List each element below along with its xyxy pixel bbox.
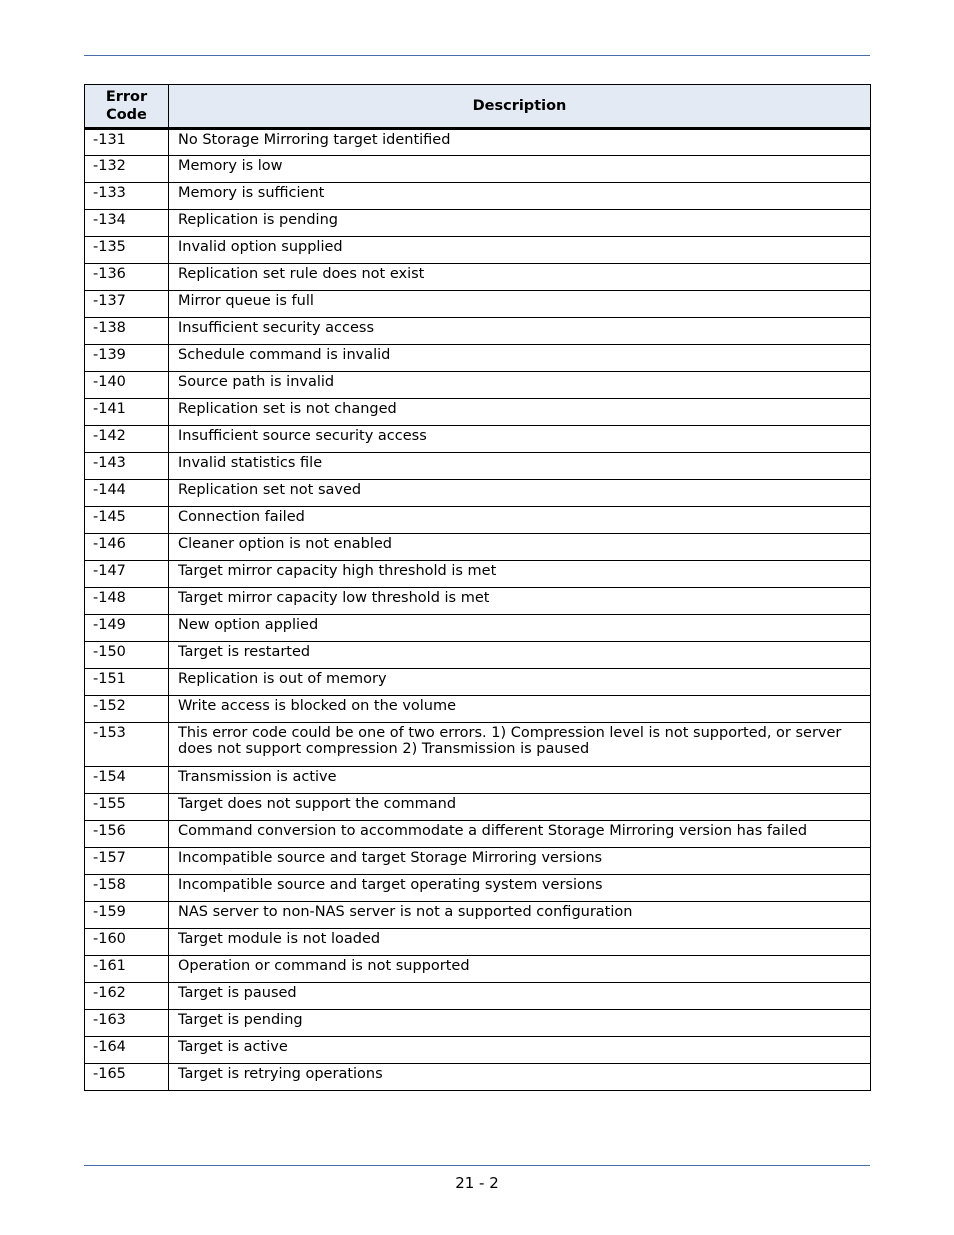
table-row [85,848,871,875]
table-row [85,1037,871,1064]
error-code-cell: -148 [85,588,169,615]
error-code-cell: -165 [85,1064,169,1091]
table-row [85,318,871,345]
description-cell: Insufficient source security access [169,426,871,453]
error-code-cell: -153 [85,723,169,767]
table-row [85,561,871,588]
error-code-cell: -141 [85,399,169,426]
description-cell: Replication set is not changed [169,399,871,426]
description-cell: Memory is low [169,156,871,183]
error-code-cell: -139 [85,345,169,372]
table-row [85,534,871,561]
table-row [85,480,871,507]
error-code-cell: -133 [85,183,169,210]
description-cell: Command conversion to accommodate a different Storage Mirroring version has failed [169,821,871,848]
description-cell: Replication set not saved [169,480,871,507]
error-code-cell: -146 [85,534,169,561]
table-row [85,669,871,696]
table-header-row [85,85,871,129]
error-code-cell: -162 [85,983,169,1010]
table-row [85,983,871,1010]
description-cell: Invalid statistics file [169,453,871,480]
description-cell: Insufficient security access [169,318,871,345]
description-cell: Target is retrying operations [169,1064,871,1091]
table-row [85,291,871,318]
error-code-cell: -142 [85,426,169,453]
description-cell: Transmission is active [169,767,871,794]
error-code-cell: -140 [85,372,169,399]
description-cell: Connection failed [169,507,871,534]
table-row [85,642,871,669]
error-code-cell: -136 [85,264,169,291]
error-code-cell: -156 [85,821,169,848]
table-row [85,210,871,237]
description-cell: Target mirror capacity low threshold is met [169,588,871,615]
table-row [85,345,871,372]
error-code-cell: -135 [85,237,169,264]
error-code-cell: -131 [85,129,169,156]
table-body [85,129,871,1091]
error-code-cell: -138 [85,318,169,345]
description-cell: Cleaner option is not enabled [169,534,871,561]
description-cell: Target mirror capacity high threshold is met [169,561,871,588]
column-header-description: Description [169,85,871,129]
error-code-cell: -160 [85,929,169,956]
table-row [85,129,871,156]
description-cell: Schedule command is invalid [169,345,871,372]
description-cell: Target is restarted [169,642,871,669]
description-cell: This error code could be one of two errors. 1) Compression level is not supported, or server does not support compression 2) Transmission is paused [169,723,871,767]
description-cell: Replication is out of memory [169,669,871,696]
table-row [85,929,871,956]
description-cell: Operation or command is not supported [169,956,871,983]
error-code-cell: -134 [85,210,169,237]
description-cell: No Storage Mirroring target identified [169,129,871,156]
table-row [85,1010,871,1037]
description-cell: Target is paused [169,983,871,1010]
table-row [85,821,871,848]
table-row [85,237,871,264]
description-cell: Target does not support the command [169,794,871,821]
table-row [85,588,871,615]
description-cell: Memory is sufficient [169,183,871,210]
header-rule [84,55,870,56]
error-code-cell: -144 [85,480,169,507]
error-code-cell: -147 [85,561,169,588]
page-number: 21 - 2 [455,1174,499,1192]
description-cell: Invalid option supplied [169,237,871,264]
table-row [85,875,871,902]
table-row [85,264,871,291]
error-code-cell: -132 [85,156,169,183]
table-row [85,156,871,183]
table-row [85,1064,871,1091]
error-code-cell: -159 [85,902,169,929]
table-row [85,453,871,480]
table-row [85,399,871,426]
error-code-cell: -151 [85,669,169,696]
description-cell: Target is active [169,1037,871,1064]
description-cell: Write access is blocked on the volume [169,696,871,723]
error-code-cell: -158 [85,875,169,902]
footer-rule [84,1165,870,1166]
error-code-cell: -150 [85,642,169,669]
table-row [85,615,871,642]
error-code-table [84,84,871,1091]
table-row [85,696,871,723]
error-code-cell: -163 [85,1010,169,1037]
table-row [85,372,871,399]
description-cell: Incompatible source and target Storage Mirroring versions [169,848,871,875]
description-cell: New option applied [169,615,871,642]
table-row [85,956,871,983]
description-cell: NAS server to non-NAS server is not a supported configuration [169,902,871,929]
column-header-error-code: Error Code [85,85,169,129]
error-code-cell: -137 [85,291,169,318]
error-code-cell: -164 [85,1037,169,1064]
description-cell: Target module is not loaded [169,929,871,956]
error-code-cell: -154 [85,767,169,794]
error-code-cell: -155 [85,794,169,821]
description-cell: Source path is invalid [169,372,871,399]
table-row [85,723,871,767]
table-row [85,794,871,821]
error-code-cell: -152 [85,696,169,723]
table-row [85,902,871,929]
error-code-cell: -157 [85,848,169,875]
error-code-cell: -149 [85,615,169,642]
description-cell: Incompatible source and target operating system versions [169,875,871,902]
table-row [85,426,871,453]
table-row [85,767,871,794]
error-code-cell: -143 [85,453,169,480]
description-cell: Mirror queue is full [169,291,871,318]
table-row [85,507,871,534]
description-cell: Replication set rule does not exist [169,264,871,291]
error-code-cell: -161 [85,956,169,983]
description-cell: Target is pending [169,1010,871,1037]
error-code-cell: -145 [85,507,169,534]
table-row [85,183,871,210]
description-cell: Replication is pending [169,210,871,237]
